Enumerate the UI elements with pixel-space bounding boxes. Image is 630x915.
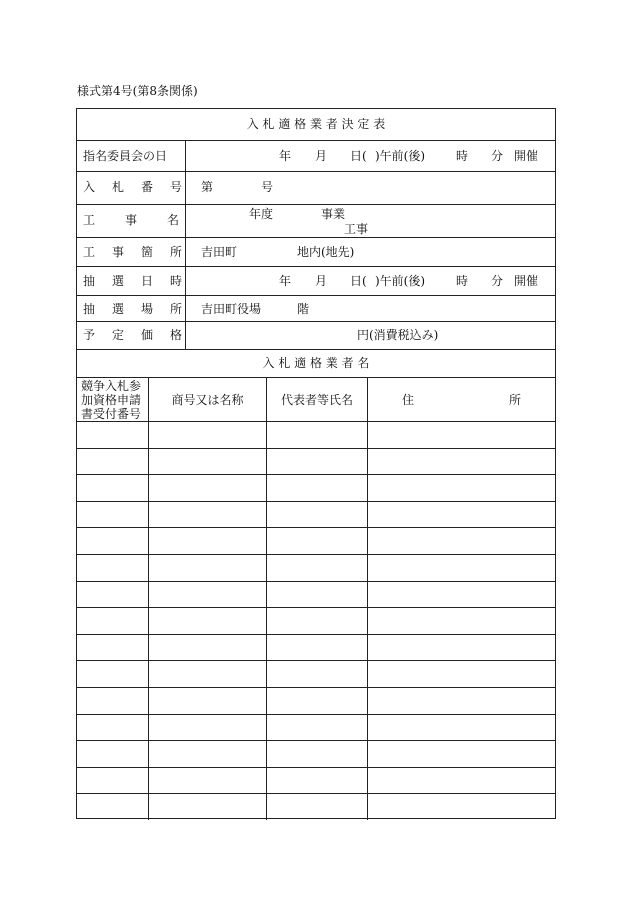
project-fiscal-year: 年度 (249, 207, 274, 221)
table-row (77, 607, 555, 608)
lottery-ampm: )午前(後) (375, 274, 426, 288)
header-address-a: 住 (402, 393, 415, 407)
project-name-label: 工事名 (83, 213, 210, 227)
lottery-suffix: 開催 (514, 274, 539, 288)
project-works: 工事 (344, 222, 369, 236)
committee-minute: 分 (491, 149, 504, 163)
planned-price-label: 予定価格 (83, 328, 200, 342)
project-program: 事業 (321, 207, 346, 221)
location-town: 吉田町 (201, 245, 238, 259)
lottery-place-label: 抽選場所 (83, 302, 200, 316)
lottery-place: 吉田町役場 (201, 302, 262, 316)
header-receipt-line2: 加資格申請 (81, 393, 142, 407)
header-receipt-line3: 書受付番号 (81, 407, 142, 421)
list-title: 入 札 適 格 業 者 名 (262, 356, 370, 370)
table-row (77, 634, 555, 635)
lottery-hour: 時 (456, 274, 469, 288)
bid-number-label: 入札番号 (83, 180, 200, 194)
header-company: 商号又は名称 (171, 393, 244, 407)
table-title: 入 札 適 格 業 者 決 定 表 (246, 117, 386, 131)
committee-day: 日( (350, 149, 367, 163)
table-row (77, 714, 555, 715)
table-row (77, 554, 555, 555)
header-address-b: 所 (509, 393, 522, 407)
location-area: 地内(地先) (297, 245, 355, 259)
header-representative: 代表者等氏名 (280, 393, 353, 407)
table-row (77, 501, 555, 502)
committee-hour: 時 (456, 149, 469, 163)
committee-suffix: 開催 (514, 149, 539, 163)
table-row (77, 448, 555, 449)
table-row (77, 527, 555, 528)
committee-ampm: )午前(後) (375, 149, 426, 163)
bid-number-suffix: 号 (261, 180, 274, 194)
lottery-month: 月 (315, 274, 328, 288)
table-row (77, 687, 555, 688)
table-row (77, 660, 555, 661)
committee-year: 年 (279, 149, 292, 163)
planned-price-unit: 円(消費税込み) (357, 328, 439, 342)
committee-date-label: 指名委員会の日 (83, 149, 168, 163)
lottery-year: 年 (279, 274, 292, 288)
location-label: 工事箇所 (83, 245, 200, 259)
lottery-floor: 階 (297, 302, 310, 316)
table-row (77, 740, 555, 741)
decision-table (76, 108, 556, 819)
committee-month: 月 (315, 149, 328, 163)
table-row (77, 474, 555, 475)
table-row (77, 767, 555, 768)
form-number-caption: 様式第4号(第8条関係) (77, 84, 198, 98)
bid-number-prefix: 第 (201, 180, 214, 194)
lottery-minute: 分 (491, 274, 504, 288)
table-row (77, 793, 555, 794)
table-row (77, 581, 555, 582)
lottery-datetime-label: 抽選日時 (83, 274, 200, 288)
header-receipt-line1: 競争入札参 (81, 379, 142, 393)
lottery-day: 日( (350, 274, 367, 288)
